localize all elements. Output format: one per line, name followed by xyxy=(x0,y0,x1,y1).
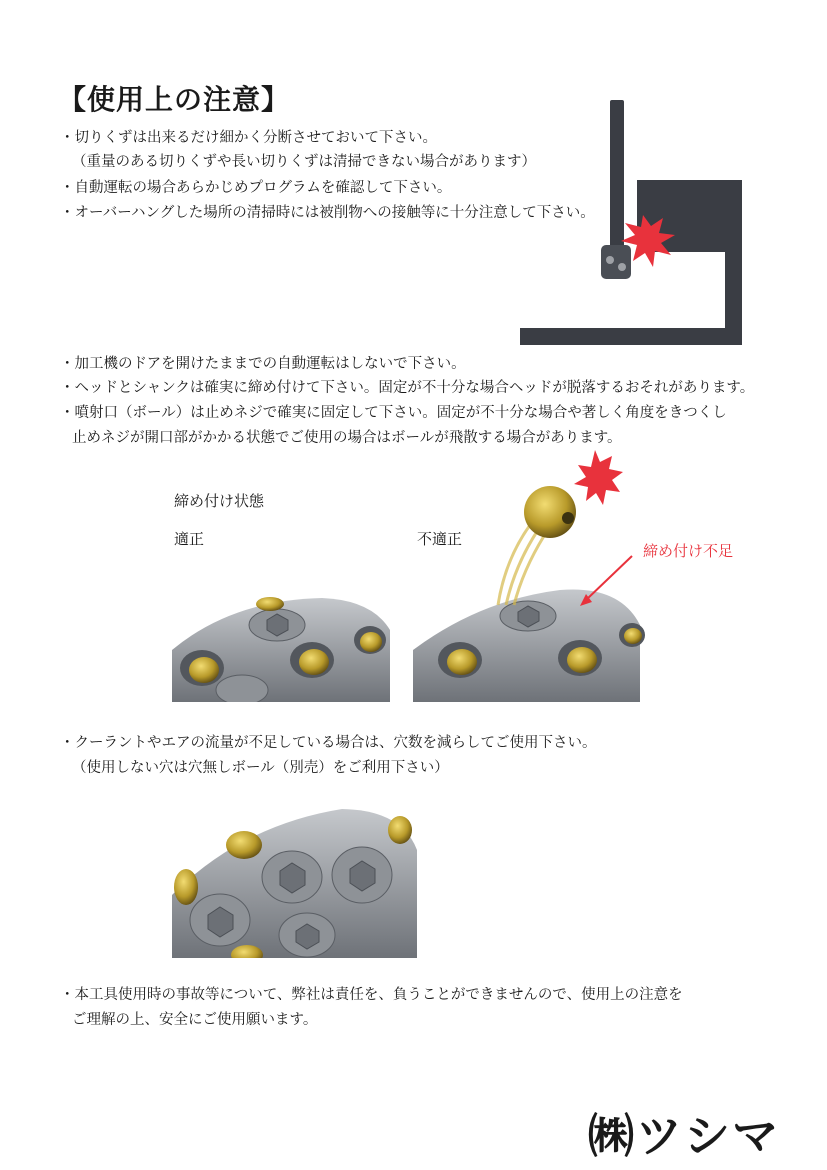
note-coolant: ・クーラントやエアの流量が不足している場合は、穴数を減らしてご使用下さい。 xyxy=(60,735,597,751)
note-chips-sub: （重量のある切りくずや長い切りくずは清掃できない場合があります） xyxy=(72,154,536,170)
note-nozzle-sub: 止めネジが開口部がかかる状態でご使用の場合はボールが飛散する場合があります。 xyxy=(72,430,622,446)
callout-under-tightened: 締め付け不足 xyxy=(643,542,734,560)
tightening-state-title: 締め付け状態 xyxy=(174,492,265,510)
note-chips: ・切りくずは出来るだけ細かく分断させておいて下さい。 xyxy=(60,130,437,146)
note-door: ・加工機のドアを開けたままでの自動運転はしないで下さい。 xyxy=(60,356,466,372)
tool-head xyxy=(601,245,631,279)
note-nozzle: ・噴射口（ボール）は止めネジで確実に固定して下さい。固定が不十分な場合や著しく角度をきつくし xyxy=(60,405,727,421)
callout-arrow xyxy=(586,556,632,600)
note-head-shank: ・ヘッドとシャンクは確実に締め付けて下さい。固定が不十分な場合ヘッドが脱落するおそれがあります。 xyxy=(60,380,755,396)
impact-burst-icon xyxy=(574,450,623,505)
page-title: 【使用上の注意】 xyxy=(58,83,291,116)
company-name: ㈱ツシマ xyxy=(588,1109,780,1163)
proper-label: 適正 xyxy=(174,530,205,548)
note-program: ・自動運転の場合あらかじめプログラムを確認して下さい。 xyxy=(60,180,452,196)
spindle-shank xyxy=(610,100,624,250)
proper-tightening-image xyxy=(172,590,390,702)
note-liability-sub: ご理解の上、安全にご使用願います。 xyxy=(72,1012,318,1028)
note-coolant-sub: （使用しない穴は穴無しボール（別売）をご利用下さい） xyxy=(72,760,449,776)
improper-tightening-image xyxy=(410,450,650,702)
overhang-illustration xyxy=(515,95,745,350)
improper-label: 不適正 xyxy=(417,530,463,548)
note-overhang: ・オーバーハングした場所の清掃時には被削物への接触等に十分注意して下さい。 xyxy=(60,205,595,221)
note-liability: ・本工具使用時の事故等について、弊社は責任を、負うことができませんので、使用上の注意を xyxy=(60,987,683,1003)
flying-ball xyxy=(524,486,576,538)
blank-ball-image xyxy=(172,805,417,958)
